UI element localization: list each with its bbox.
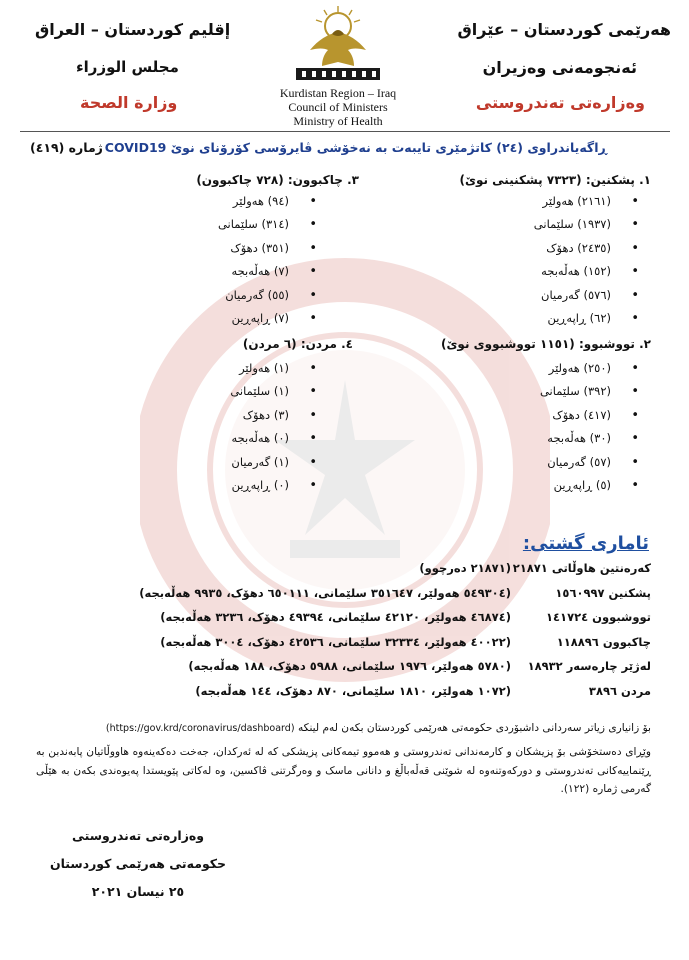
list-item: • (١) سلێمانی	[167, 380, 327, 403]
list-item: • (١) هەولێر	[167, 357, 327, 380]
stat-label: چاکبوون ١١٨٨٩٦	[556, 634, 651, 649]
list-item: • (٥) ڕاپەڕین	[459, 474, 649, 497]
stat-detail: (١٠٧٢ هەولێر، ١٨١٠ سلێمانی، ٨٧٠ دهۆک، ١٤٤ هەڵەبجە)	[195, 683, 511, 698]
list-item: • (٧) هەڵەبجە	[167, 260, 327, 283]
header-center-english	[248, 86, 428, 128]
header-divider	[20, 131, 670, 132]
signature-date: ٢٥ نیسان ٢٠٢١	[91, 884, 185, 899]
table-row	[36, 659, 651, 684]
header-center-line2: Council of Ministers	[288, 100, 388, 114]
list-item: • (٧) ڕاپەڕین	[167, 307, 327, 330]
signature-block	[48, 822, 228, 906]
section-new-tests-title: ١. پشکنین: (٧٣٢٣ پشکنینی نوێ)	[459, 173, 651, 187]
header-left-line1: إقليم كوردستان – العراق	[35, 20, 231, 39]
stat-detail: (٥٧٨٠ هەولێر، ١٩٧٦ سلێمانی، ٥٩٨٨ دهۆک، ١٨٨ هەڵەبجە)	[188, 659, 511, 673]
list-item: • (٣) دهۆک	[167, 404, 327, 427]
list-item: • (٢٥٠) هەولێر	[459, 357, 649, 380]
header-left-line2: مجلس الوزراء	[76, 58, 179, 76]
list-item: • (٥٥) گەرمیان	[167, 284, 327, 307]
general-stats-table	[36, 561, 651, 708]
stat-label: کەرەنتین هاوڵاتی ٢١٨٧١	[512, 561, 651, 575]
section-deaths-title: ٤. مردن: (٦ مردن)	[242, 337, 353, 351]
stat-detail: (٢١٨٧١ دەرچوو)	[419, 561, 511, 575]
stat-detail: (٥٤٩٣٠٤ هەولێر، ٣٥١٦٤٧ سلێمانی، ٦٥٠١١١ دهۆک، ٩٩٣٥ هەڵەبجە)	[139, 585, 511, 600]
list-item: • (١) گەرمیان	[167, 451, 327, 474]
notes-line1	[36, 722, 651, 734]
table-row	[36, 610, 651, 635]
list-item: • (٠) هەڵەبجە	[167, 427, 327, 450]
list-item: • (٩٤) هەولێر	[167, 190, 327, 213]
notes-paragraph: وێڕای دەستخۆشی بۆ پزیشکان و کارمەندانی تەندروستی و هەموو تیمەکانی پزیشکی کە لە ئەرکدان، جەخت دەکەینەوە هاووڵاتیان پابەندبن بە ڕێنماییەکانی تەندروستی و دورکەوتنەوە لە شوێنی قەڵەباڵغ و دانانی ماسک و وەرگرتنی ڤاکسین، وە لەکاتی پێویستدا پەیوەندی بکەن بە هێڵی گەرمی ژمارە (١٢٢).	[36, 746, 651, 796]
table-row	[36, 635, 651, 660]
report-title: ڕاگەیاندراوی (٢٤) کاتژمێری تایبەت بە نەخۆشی ڤایرۆسی کۆرۆنای نوێ COVID19	[104, 140, 607, 155]
list-item: • (١٥٢) هەڵەبجە	[459, 260, 649, 283]
header-right-line3: وەزارەتی تەندروستی	[475, 93, 645, 112]
list-item: • (٠) ڕاپەڕین	[167, 474, 327, 497]
section-new-tests-list	[459, 190, 649, 330]
stat-label: پشکنین ١٥٦٠٩٩٧	[555, 585, 651, 600]
list-item: • (١٩٣٧) سلێمانی	[459, 213, 649, 236]
list-item: • (٣٩٢) سلێمانی	[459, 380, 649, 403]
section-infected-list	[459, 357, 649, 497]
header-right-line2: ئەنجومەنی وەزیران	[482, 58, 637, 77]
notes-line1-text: بۆ زانیاری زیاتر سەردانی داشبۆردی حکومەتی هەرێمی کوردستان بکەن لەم لینکە	[297, 722, 651, 734]
list-item: • (٤١٧) دهۆک	[459, 404, 649, 427]
section-infected-title: ٢. تووشبوو: (١١٥١ تووشبووی نوێ)	[440, 337, 651, 351]
list-item: • (٢١٦١) هەولێر	[459, 190, 649, 213]
stat-detail: (٤٠٠٢٢ هەولێر، ٣٢٣٣٤ سلێمانی، ٤٢٥٣٦ دهۆک، ٣٠٠٤ هەڵەبجە)	[160, 634, 511, 649]
table-row	[36, 684, 651, 709]
list-item: • (٣١٤) سلێمانی	[167, 213, 327, 236]
stat-label: مردن ٣٨٩٦	[588, 683, 651, 698]
header-right-line1: هەرێمی کوردستان – عێراق	[457, 20, 671, 39]
section-recovered-list	[167, 190, 327, 330]
list-item: • (٣٠) هەڵەبجە	[459, 427, 649, 450]
header-left-line3: وزارة الصحة	[80, 93, 178, 112]
dashboard-link[interactable]: (https://gov.krd/coronavirus/dashboard)	[105, 723, 295, 734]
header-center-line3: Ministry of Health	[293, 114, 383, 128]
signature-line1: وەزارەتی تەندروستی	[71, 828, 205, 843]
table-row	[36, 586, 651, 611]
stat-detail: (٤٦٨٧٤ هەولێر، ٤٢١٢٠ سلێمانی، ٤٩٣٩٤ دهۆک، ٣٢٣٦ هەڵەبجە)	[160, 610, 511, 624]
list-item: • (٥٧) گەرمیان	[459, 451, 649, 474]
table-row	[36, 561, 651, 586]
header-center-line1: Kurdistan Region – Iraq	[279, 86, 397, 100]
kurdistan-emblem-icon	[292, 4, 384, 84]
general-stats-title: ئاماری گشتی:	[522, 533, 649, 554]
list-item: • (٣٥١) دهۆک	[167, 237, 327, 260]
section-recovered-title: ٣. چاکبوون: (٧٢٨ چاکبوون)	[196, 173, 359, 187]
list-item: • (٢٤٣٥) دهۆک	[459, 237, 649, 260]
section-deaths-list	[167, 357, 327, 497]
stat-label: لەژێر چارەسەر ١٨٩٣٢	[527, 659, 651, 673]
list-item: • (٦٢) ڕاپەڕین	[459, 307, 649, 330]
report-number: ژمارە (٤١٩)	[30, 140, 103, 155]
stat-label: تووشبوون ١٤١٧٢٤	[546, 610, 651, 624]
list-item: • (٥٧٦) گەرمیان	[459, 284, 649, 307]
signature-line2: حکومەتی هەرێمی کوردستان	[49, 856, 227, 871]
